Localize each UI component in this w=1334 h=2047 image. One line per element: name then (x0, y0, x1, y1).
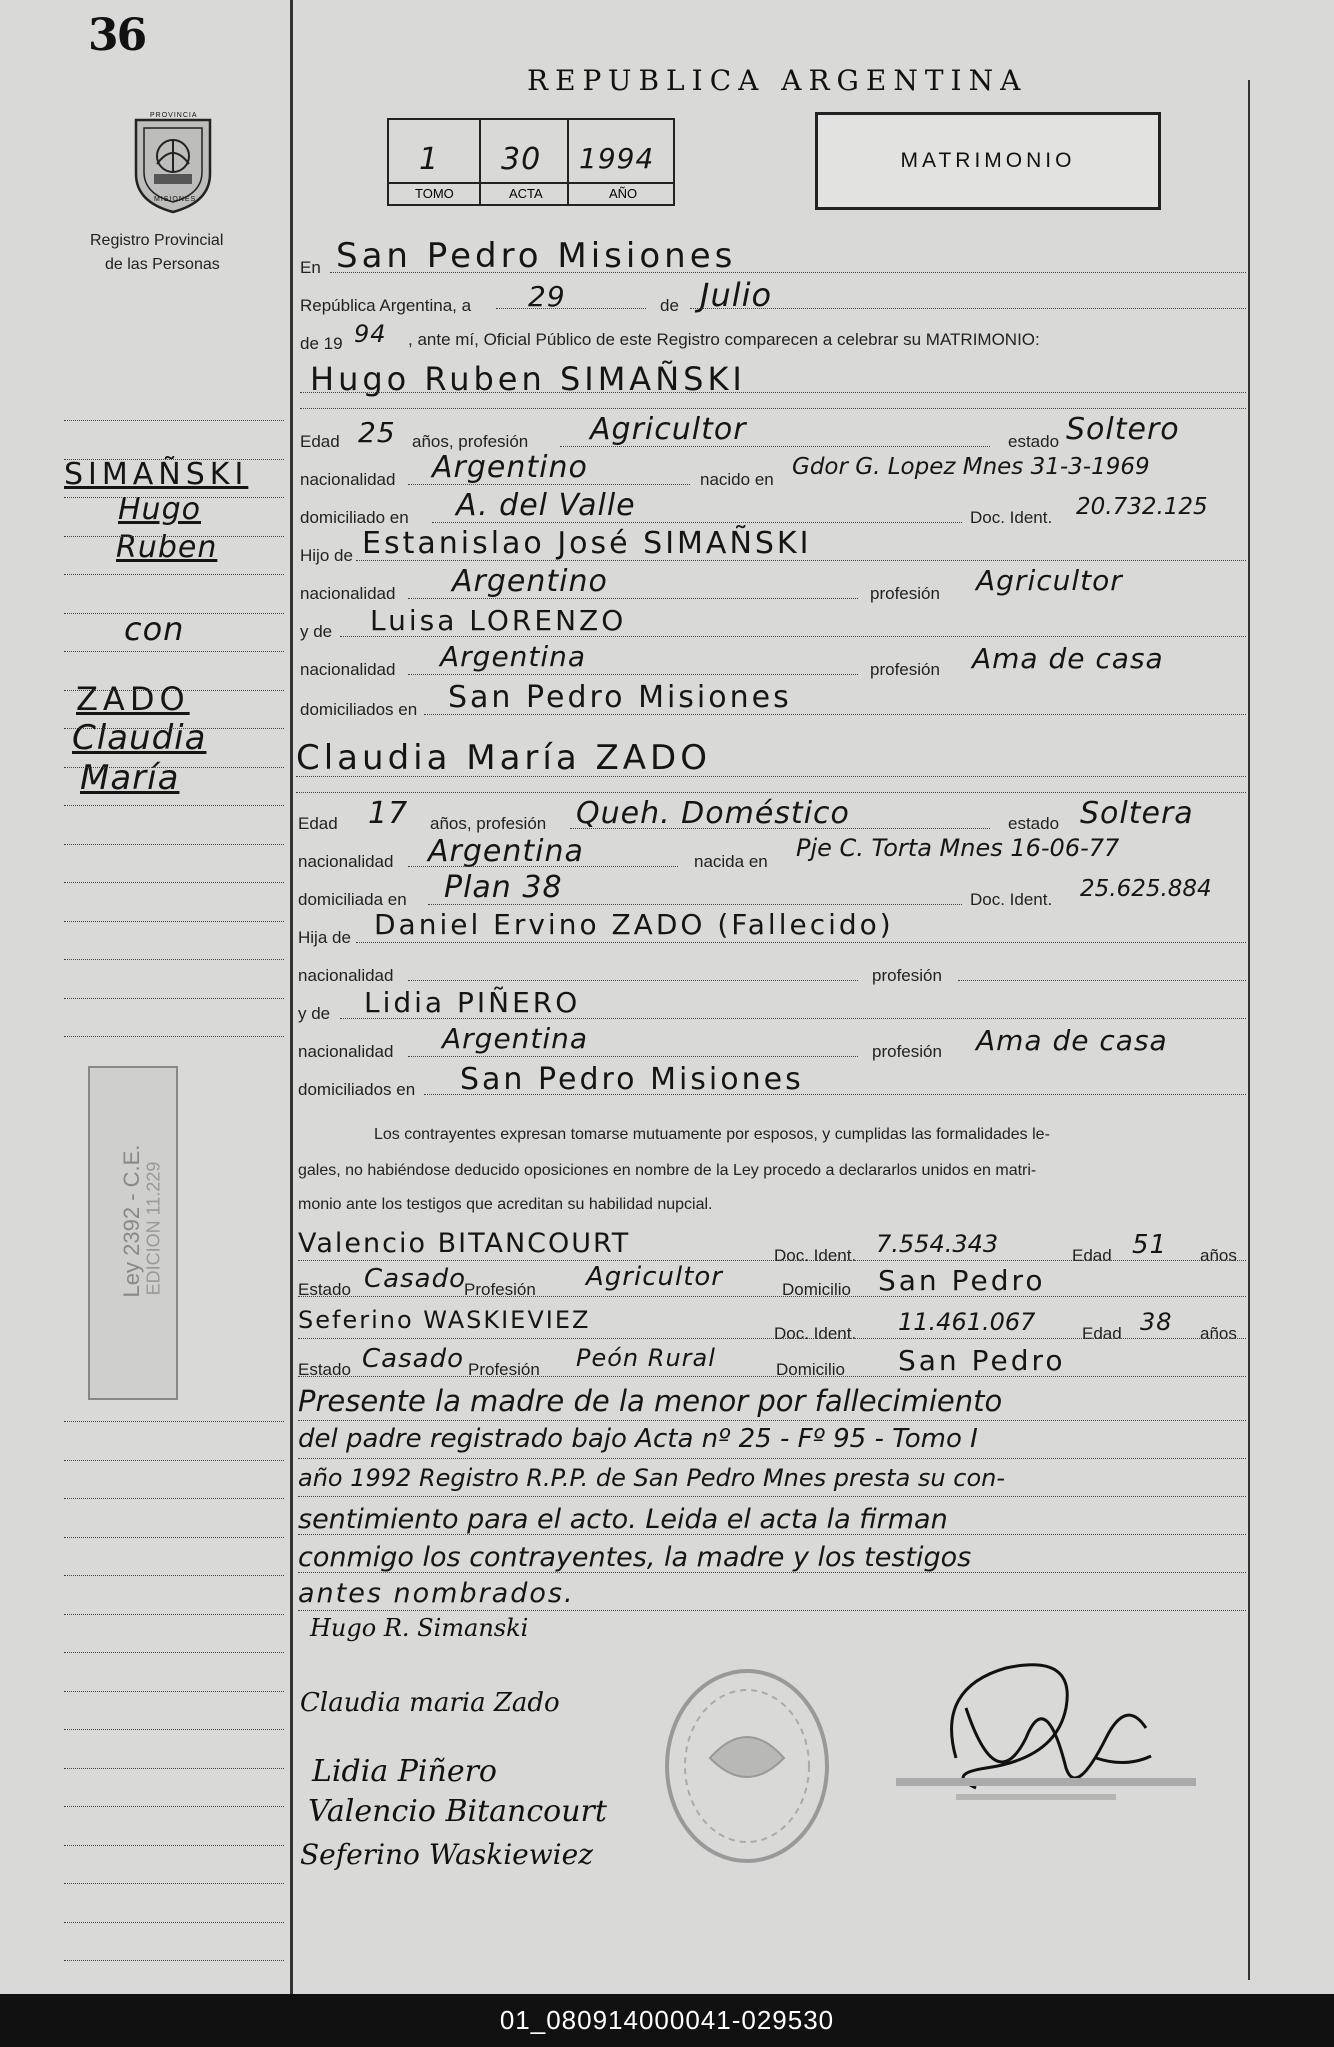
acta-label: ACTA (509, 186, 543, 201)
groom-doc-label: Doc. Ident. (970, 508, 1053, 527)
doc-type-box (815, 112, 1161, 210)
bride-mnac-label: nacionalidad (298, 1042, 394, 1061)
bride-age: 17 (368, 796, 409, 831)
witness-2-anos-label: años (1200, 1324, 1237, 1343)
signature-bride: Claudia maria Zado (300, 1688, 560, 1718)
margin-bride-first: Claudia (72, 718, 207, 758)
scan-id-footer: 01_080914000041-029530 (0, 1994, 1334, 2047)
doc-type-label: MATRIMONIO (900, 149, 1076, 172)
bride-mother-nat: Argentina (442, 1022, 589, 1055)
margin-rule (64, 1691, 284, 1692)
margin-rule (64, 536, 284, 537)
signature-groom: Hugo R. Simanski (310, 1614, 529, 1642)
groom-name: Hugo Ruben SIMAÑSKI (310, 360, 746, 398)
margin-rule (64, 1768, 284, 1769)
margin-rule (64, 1575, 284, 1576)
signature-mother: Lidia Piñero (312, 1754, 497, 1789)
bride-parents-dom: San Pedro Misiones (460, 1062, 804, 1097)
note-line-2: del padre registrado bajo Acta nº 25 - Fº 95 - Tomo I (298, 1424, 978, 1454)
bride-mother-prof: Ama de casa (976, 1024, 1168, 1057)
margin-rule (64, 459, 284, 460)
bride-domicile: Plan 38 (444, 870, 563, 905)
witness-1-dom-label: Domicilio (782, 1280, 851, 1299)
witness-2-prof: Peón Rural (576, 1344, 716, 1372)
groom-anos-label: años, profesión (412, 432, 529, 451)
margin-rule (64, 844, 284, 845)
margin-rule (64, 574, 284, 575)
groom-fnac-label: nacionalidad (300, 584, 396, 603)
groom-mother: Luisa LORENZO (370, 604, 627, 637)
witness-1-estado: Casado (364, 1264, 466, 1294)
bride-father: Daniel Ervino ZADO (Fallecido) (374, 908, 894, 941)
record-number-box (387, 118, 675, 206)
bride-fnac-label: nacionalidad (298, 966, 394, 985)
groom-parents-dom: San Pedro Misiones (448, 680, 792, 715)
officer-stamp-text-icon (896, 1768, 1196, 1808)
margin-rule (64, 1960, 284, 1961)
month-value: Julio (700, 276, 773, 314)
seal-bottom-text: MISIONES (154, 196, 197, 203)
seal-top-text: PROVINCIA (150, 112, 198, 119)
groom-nacido-label: nacido en (700, 470, 774, 489)
groom-edad-label: Edad (300, 432, 340, 451)
groom-profession: Agricultor (590, 412, 747, 447)
groom-birth: Gdor G. Lopez Mnes 31-3-1969 (792, 454, 1150, 480)
bride-fprof-label: profesión (872, 966, 942, 985)
bride-dom-label: domiciliada en (298, 890, 407, 909)
note-rule (298, 1534, 1246, 1535)
bride-edad-label: Edad (298, 814, 338, 833)
margin-rule (64, 959, 284, 960)
declaration-line-1: Los contrayentes expresan tomarse mutuamente por esposos, y cumplidas las formalidades le- (374, 1126, 1050, 1143)
page-number: 36 (88, 10, 146, 61)
bride-name: Claudia María ZADO (296, 738, 711, 778)
witness-1-age: 51 (1132, 1230, 1168, 1260)
bride-mprof-label: profesión (872, 1042, 942, 1061)
witness-2-doc: 11.461.067 (898, 1308, 1036, 1336)
left-margin-rule (290, 0, 293, 1994)
acta-value: 30 (501, 142, 542, 177)
margin-rule (64, 767, 284, 768)
bride-birth: Pje C. Torta Mnes 16-06-77 (796, 834, 1120, 862)
witness-2-estado: Casado (362, 1344, 464, 1374)
groom-pdom-label: domiciliados en (300, 700, 418, 719)
margin-rule (64, 998, 284, 999)
year-prefix-label: de 19 (300, 334, 343, 353)
groom-mother-prof: Ama de casa (972, 642, 1164, 675)
witness-1-doc-label: Doc. Ident. (774, 1246, 857, 1265)
tomo-value: 1 (419, 142, 440, 177)
groom-estado-label: estado (1008, 432, 1060, 451)
bride-yde-label: y de (298, 1004, 331, 1023)
province-seal-icon (126, 112, 220, 216)
margin-rule (64, 497, 284, 498)
bride-nationality: Argentina (428, 834, 584, 869)
margin-groom-surname: SIMAÑSKI (64, 457, 249, 492)
witness-2-age: 38 (1140, 1308, 1173, 1336)
witness-1-prof: Agricultor (586, 1262, 723, 1292)
witness-2-estado-label: Estado (298, 1360, 351, 1379)
bride-nacida-label: nacida en (694, 852, 768, 871)
note-line-4: sentimiento para el acto. Leida el acta la firman (298, 1504, 948, 1535)
declaration-line-2: gales, no habiéndose deducido oposiciones en nombre de la Ley procedo a declararlos unidos en matri- (298, 1162, 1037, 1179)
groom-doc: 20.732.125 (1076, 494, 1208, 520)
margin-rule (64, 921, 284, 922)
official-stamp-icon (662, 1666, 832, 1866)
margin-rule (64, 1537, 284, 1538)
note-rule (298, 1420, 1246, 1421)
margin-con: con (124, 610, 185, 648)
witness-1-estado-label: Estado (298, 1280, 351, 1299)
witness-2-prof-label: Profesión (468, 1360, 540, 1379)
witness-2-dom-label: Domicilio (776, 1360, 845, 1379)
registry-line-1: Registro Provincial (90, 232, 224, 249)
margin-rule (64, 1421, 284, 1422)
edition-stamp-line-2: EDICION 11.229 (143, 1161, 164, 1296)
margin-groom-first: Hugo (118, 492, 201, 527)
edition-stamp-line-1: Ley 2392 - C.E. (119, 1144, 144, 1298)
groom-domicile: A. del Valle (456, 488, 636, 523)
note-line-5: conmigo los contrayentes, la madre y los testigos (298, 1542, 972, 1573)
note-line-6: antes nombrados. (298, 1578, 575, 1609)
year-value: 94 (354, 320, 387, 348)
bride-estado: Soltera (1080, 796, 1194, 831)
note-rule (298, 1458, 1246, 1459)
margin-rule (64, 1652, 284, 1653)
witness-2-dom: San Pedro (898, 1344, 1066, 1377)
groom-yde-label: y de (300, 622, 333, 641)
groom-mnac-label: nacionalidad (300, 660, 396, 679)
witness-1-doc: 7.554.343 (876, 1230, 999, 1258)
bride-estado-label: estado (1008, 814, 1060, 833)
groom-nationality: Argentino (432, 450, 588, 485)
groom-father-nat: Argentino (452, 564, 608, 599)
margin-rule (64, 651, 284, 652)
declaration-line-3: monio ante los testigos que acreditan su habilidad nupcial. (298, 1196, 713, 1213)
en-label: En (300, 258, 321, 277)
margin-rule (64, 1806, 284, 1807)
margin-rule (64, 805, 284, 806)
bride-doc: 25.625.884 (1080, 876, 1212, 902)
witness-2-doc-label: Doc. Ident. (774, 1324, 857, 1343)
bride-doc-label: Doc. Ident. (970, 890, 1053, 909)
witness-1-edad-label: Edad (1072, 1246, 1112, 1265)
witness-2-edad-label: Edad (1082, 1324, 1122, 1343)
tomo-label: TOMO (415, 186, 454, 201)
groom-dom-label: domiciliado en (300, 508, 409, 527)
margin-rule (64, 1729, 284, 1730)
note-rule (298, 1610, 1246, 1611)
note-rule (298, 1572, 1246, 1573)
groom-mother-nat: Argentina (440, 640, 587, 673)
margin-rule (64, 1036, 284, 1037)
bride-profession: Queh. Doméstico (576, 796, 850, 831)
bride-anos-label: años, profesión (430, 814, 547, 833)
margin-bride-surname: ZADO (76, 680, 190, 718)
ano-value: 1994 (579, 142, 655, 175)
signature-witness-2: Seferino Waskiewiez (300, 1838, 593, 1871)
margin-bride-second: María (80, 758, 180, 798)
witness-1-name: Valencio BITANCOURT (298, 1228, 631, 1259)
groom-father-prof: Agricultor (976, 564, 1123, 597)
place-value: San Pedro Misiones (336, 236, 737, 276)
groom-estado: Soltero (1066, 412, 1180, 447)
margin-rule (64, 1498, 284, 1499)
note-line-3: año 1992 Registro R.P.P. de San Pedro Mnes presta su con- (298, 1464, 1005, 1492)
groom-hijo-label: Hijo de (300, 546, 353, 565)
signature-witness-1: Valencio Bitancourt (308, 1794, 607, 1829)
margin-rule (64, 613, 284, 614)
groom-fprof-label: profesión (870, 584, 940, 603)
note-line-1: Presente la madre de la menor por fallecimiento (298, 1384, 1003, 1418)
margin-rule (64, 1460, 284, 1461)
groom-age: 25 (358, 416, 396, 449)
witness-1-prof-label: Profesión (464, 1280, 536, 1299)
margin-rule (64, 420, 284, 421)
bride-pdom-label: domiciliados en (298, 1080, 416, 1099)
margin-rule (64, 690, 284, 691)
margin-rule (64, 728, 284, 729)
edition-stamp (88, 1066, 178, 1400)
bride-hija-label: Hija de (298, 928, 351, 947)
margin-rule (64, 1883, 284, 1884)
witness-1-anos-label: años (1200, 1246, 1237, 1265)
intro-text: , ante mí, Oficial Público de este Registro comparecen a celebrar su MATRIMONIO: (408, 330, 1040, 349)
country-title: REPUBLICA ARGENTINA (527, 64, 1028, 97)
margin-rule (64, 1845, 284, 1846)
witness-2-name: Seferino WASKIEVIEZ (298, 1306, 591, 1334)
note-rule (298, 1496, 1246, 1497)
republica-label: República Argentina, a (300, 296, 472, 315)
margin-groom-second: Ruben (116, 530, 218, 565)
de-label: de (660, 296, 679, 315)
groom-mprof-label: profesión (870, 660, 940, 679)
groom-father: Estanislao José SIMAÑSKI (362, 526, 812, 561)
ano-label: AÑO (609, 186, 638, 201)
bride-mother: Lidia PIÑERO (364, 986, 581, 1019)
bride-nac-label: nacionalidad (298, 852, 394, 871)
day-value: 29 (528, 280, 566, 313)
witness-1-dom: San Pedro (878, 1264, 1046, 1297)
registry-line-2: de las Personas (105, 256, 220, 273)
right-margin-rule (1248, 80, 1250, 1980)
groom-nac-label: nacionalidad (300, 470, 396, 489)
margin-rule (64, 1922, 284, 1923)
margin-rule (64, 882, 284, 883)
margin-rule (64, 1614, 284, 1615)
